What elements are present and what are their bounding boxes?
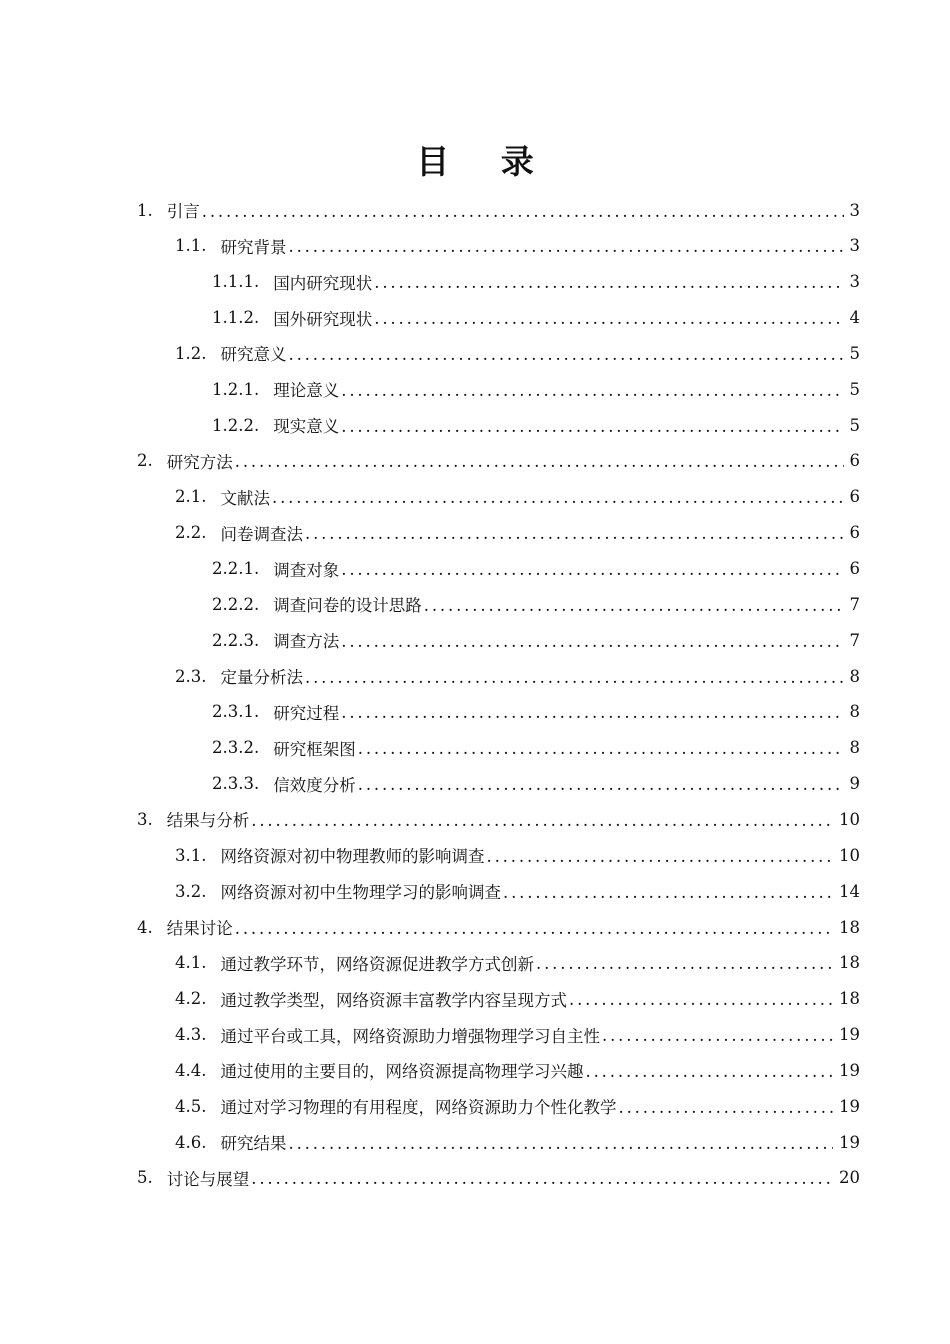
- toc-entry-number: 3.: [137, 809, 153, 829]
- dot-leader: [503, 883, 833, 902]
- toc-entry-number: 1.1.: [175, 236, 207, 256]
- dot-leader: [424, 596, 844, 615]
- toc-entry[interactable]: [212, 407, 860, 443]
- toc-entry[interactable]: [212, 300, 860, 336]
- toc-entry-page: 7: [849, 630, 860, 650]
- toc-entry-label: 通过教学环节，网络资源促进教学方式创新: [220, 954, 534, 974]
- toc-entry-number: 4.2.: [175, 989, 207, 1009]
- toc-entry[interactable]: [175, 945, 860, 981]
- toc-entry-label: 研究框架图: [273, 739, 356, 759]
- toc-entry-label: 问卷调查法: [220, 524, 303, 544]
- toc-entry-label: 研究意义: [220, 345, 287, 365]
- toc-entry-label: 结果与分析: [166, 811, 250, 831]
- toc-entry[interactable]: [175, 1088, 860, 1124]
- toc-entry-label: 网络资源对初中物理教师的影响调查: [220, 847, 485, 867]
- dot-leader: [305, 524, 844, 543]
- toc-entry-number: 1.2.2.: [212, 415, 260, 435]
- toc-entry-number: 2.2.: [175, 523, 207, 543]
- toc-entry-page: 3: [849, 236, 860, 256]
- toc-entry-number: 4.: [137, 917, 153, 937]
- toc-entry-page: 18: [839, 989, 860, 1009]
- toc-entry-page: 18: [839, 917, 860, 937]
- dot-leader: [586, 1062, 834, 1081]
- toc-entry-number: 2.2.2.: [212, 594, 260, 614]
- toc-entry-page: 19: [839, 1132, 860, 1152]
- dot-leader: [374, 273, 843, 292]
- toc-entry-page: 10: [839, 845, 860, 865]
- toc-entry-number: 2.3.: [175, 666, 207, 686]
- toc-entry-label: 现实意义: [273, 417, 340, 437]
- toc-entry-number: 4.5.: [175, 1096, 207, 1116]
- toc-entry[interactable]: [137, 1160, 860, 1196]
- toc-entry[interactable]: [137, 801, 860, 837]
- toc-entry-page: 5: [849, 379, 860, 399]
- dot-leader: [374, 309, 843, 328]
- toc-entry-number: 2.3.2.: [212, 738, 260, 758]
- dot-leader: [202, 202, 844, 221]
- toc-entry-page: 4: [849, 308, 860, 328]
- toc-entry[interactable]: [137, 192, 860, 228]
- dot-leader: [235, 452, 844, 471]
- toc-entry-label: 研究结果: [220, 1134, 287, 1154]
- dot-leader: [341, 417, 843, 436]
- toc-entry-page: 19: [839, 1060, 860, 1080]
- toc-entry-page: 6: [849, 487, 860, 507]
- toc-entry-number: 3.1.: [175, 845, 207, 865]
- toc-entry-number: 4.3.: [175, 1025, 207, 1045]
- toc-entry[interactable]: [175, 479, 860, 515]
- toc-entry-number: 1.: [137, 200, 153, 220]
- dot-leader: [487, 847, 834, 866]
- toc-entry[interactable]: [175, 228, 860, 264]
- toc-entry-number: 5.: [137, 1168, 153, 1188]
- toc-entry-number: 4.1.: [175, 953, 207, 973]
- dot-leader: [619, 1098, 834, 1117]
- toc-entry[interactable]: [137, 443, 860, 479]
- toc-entry-number: 2.: [137, 451, 153, 471]
- toc-entry[interactable]: [212, 264, 860, 300]
- toc-entry-page: 8: [849, 666, 860, 686]
- dot-leader: [341, 632, 843, 651]
- toc-entry[interactable]: [212, 730, 860, 766]
- toc-entry-number: 2.3.3.: [212, 774, 260, 794]
- toc-entry[interactable]: [175, 1052, 860, 1088]
- dot-leader: [305, 668, 844, 687]
- toc-entry-number: 1.1.2.: [212, 308, 260, 328]
- toc-entry-page: 20: [839, 1168, 860, 1188]
- toc-entry-page: 5: [849, 415, 860, 435]
- dot-leader: [569, 990, 833, 1009]
- toc-entry-label: 研究方法: [166, 452, 233, 472]
- toc-entry-number: 1.2.: [175, 343, 207, 363]
- dot-leader: [235, 919, 833, 938]
- toc-entry-label: 调查对象: [273, 560, 340, 580]
- toc-entry-number: 3.2.: [175, 881, 207, 901]
- toc-entry-label: 通过对学习物理的有用程度，网络资源助力个性化教学: [220, 1098, 617, 1118]
- toc-title: 目 录: [416, 142, 554, 181]
- toc-entry-label: 研究背景: [220, 237, 287, 257]
- toc-entry-page: 6: [849, 523, 860, 543]
- toc-entry-label: 通过使用的主要目的，网络资源提高物理学习兴趣: [220, 1062, 584, 1082]
- toc-entry[interactable]: [175, 981, 860, 1017]
- toc-entry-page: 10: [839, 809, 860, 829]
- toc-entry-label: 信效度分析: [273, 775, 356, 795]
- toc-entry[interactable]: [212, 586, 860, 622]
- toc-entry-number: 2.2.3.: [212, 630, 260, 650]
- toc-entry-page: 19: [839, 1096, 860, 1116]
- toc-entry[interactable]: [137, 909, 860, 945]
- toc-entry-number: 4.4.: [175, 1060, 207, 1080]
- toc-entry[interactable]: [212, 694, 860, 730]
- toc-entry-number: 2.1.: [175, 487, 207, 507]
- dot-leader: [289, 1134, 834, 1153]
- toc-entry-label: 引言: [166, 202, 200, 221]
- toc-entry[interactable]: [212, 766, 860, 802]
- dot-leader: [358, 775, 844, 794]
- toc-entry-page: 14: [839, 881, 860, 901]
- dot-leader: [251, 1169, 833, 1188]
- dot-leader: [341, 560, 843, 579]
- toc-entry-label: 研究过程: [273, 703, 340, 723]
- toc-entry[interactable]: [175, 515, 860, 551]
- toc-entry-number: 2.2.1.: [212, 559, 260, 578]
- toc-entry-page: 9: [849, 774, 860, 794]
- dot-leader: [251, 811, 833, 830]
- toc-entry-label: 定量分析法: [220, 668, 303, 688]
- toc-entry[interactable]: [212, 622, 860, 658]
- dot-leader: [289, 237, 844, 256]
- toc-entry-number: 1.1.1.: [212, 272, 260, 292]
- toc-entry-page: 7: [849, 594, 860, 614]
- toc-entry-label: 通过教学类型，网络资源丰富教学内容呈现方式: [220, 990, 567, 1010]
- toc-entry[interactable]: [175, 1017, 860, 1053]
- toc-entry-label: 理论意义: [273, 381, 340, 401]
- toc-entry-number: 1.2.1.: [212, 379, 260, 399]
- toc-entry[interactable]: [212, 551, 860, 587]
- toc-entry-page: 5: [849, 343, 860, 363]
- toc-entry-number: 2.3.1.: [212, 702, 260, 722]
- dot-leader: [272, 488, 844, 507]
- toc-entry-page: 8: [849, 738, 860, 758]
- dot-leader: [341, 381, 843, 400]
- toc-entry[interactable]: [212, 371, 860, 407]
- toc-entry-page: 3: [849, 272, 860, 292]
- toc-entry-label: 文献法: [220, 488, 270, 508]
- toc-entry-label: 网络资源对初中生物理学习的影响调查: [220, 883, 501, 903]
- toc-entry-number: 4.6.: [175, 1132, 207, 1152]
- toc-entry[interactable]: [175, 335, 860, 371]
- toc-entry[interactable]: [175, 837, 860, 873]
- toc-entry[interactable]: [175, 873, 860, 909]
- toc-entry-page: 6: [849, 451, 860, 471]
- toc-entry-page: 6: [849, 559, 860, 578]
- toc-entry[interactable]: [175, 658, 860, 694]
- toc-entry[interactable]: [175, 1124, 860, 1160]
- toc-entry-label: 结果讨论: [166, 919, 233, 938]
- dot-leader: [602, 1026, 833, 1045]
- dot-leader: [341, 703, 843, 722]
- toc-entry-page: 19: [839, 1025, 860, 1045]
- toc-entry-page: 8: [849, 702, 860, 722]
- toc-entry-label: 讨论与展望: [166, 1169, 250, 1189]
- toc-entry-label: 国外研究现状: [273, 309, 373, 329]
- toc-entry-page: 18: [839, 953, 860, 973]
- dot-leader: [358, 739, 844, 758]
- toc-entry-label: 调查方法: [273, 632, 340, 652]
- toc-entry-label: 调查问卷的设计思路: [273, 596, 422, 616]
- toc-entry-label: 通过平台或工具，网络资源助力增强物理学习自主性: [220, 1026, 600, 1046]
- toc-entry-label: 国内研究现状: [273, 273, 373, 293]
- dot-leader: [536, 954, 833, 973]
- dot-leader: [289, 345, 844, 364]
- toc-entry-page: 3: [849, 200, 860, 220]
